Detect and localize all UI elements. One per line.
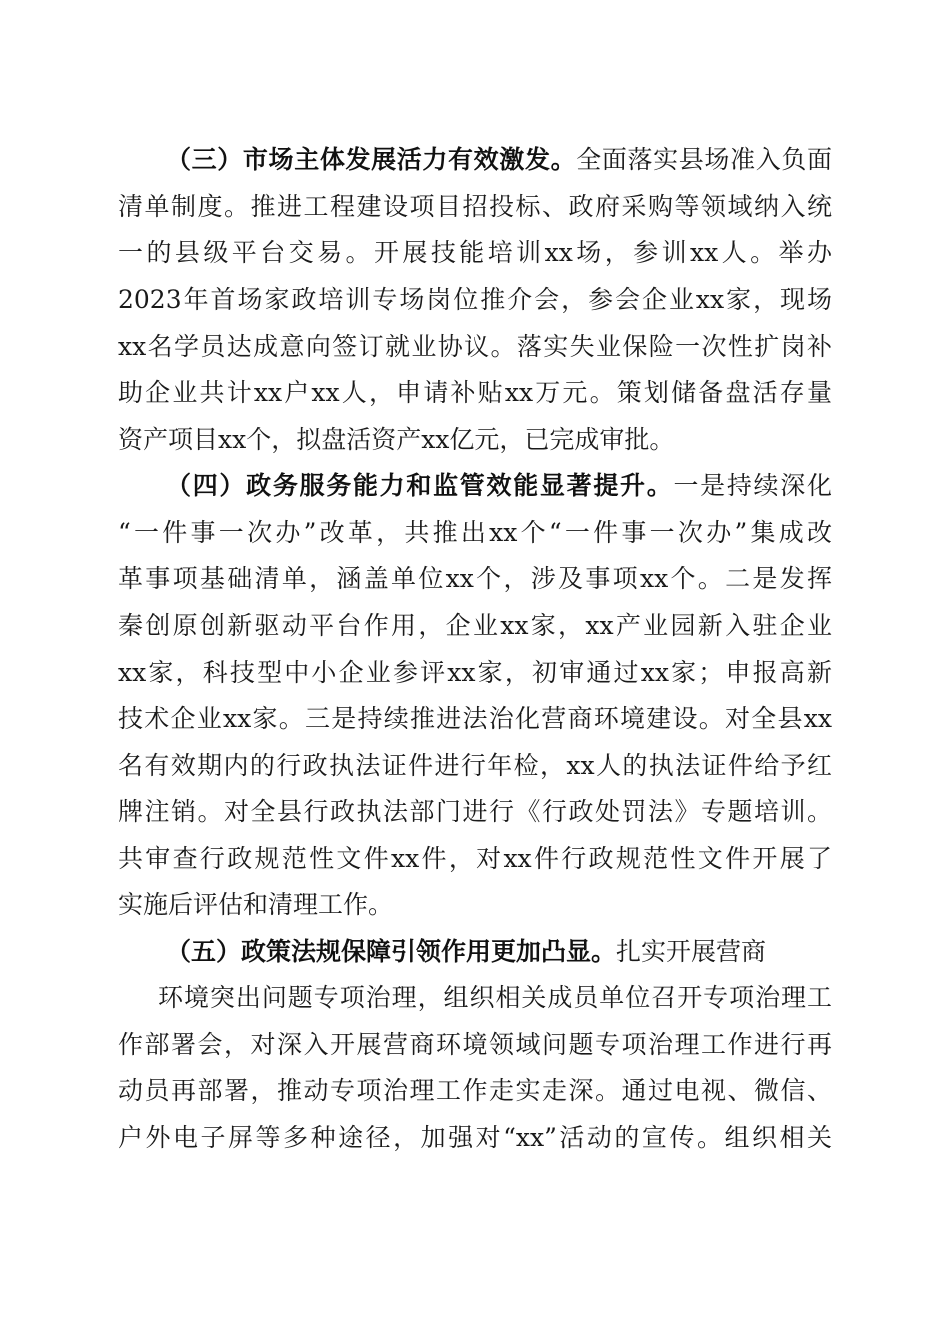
paragraph-4-line-6: 技术企业xx家。三是持续推进法治化营商环境建设。对全县xx [118, 704, 832, 733]
paragraph-4-line-10: 实施后评估和清理工作。 [118, 890, 394, 919]
paragraph-4-line-4: 秦创原创新驱动平台作用，企业xx家，xx产业园新入驻企业 [118, 611, 832, 640]
paragraph-4-text: 一是持续深化 [673, 471, 832, 500]
paragraph-4-line-1 [166, 469, 832, 503]
paragraph-4-line-8: 牌注销。对全县行政执法部门进行《行政处罚法》专题培训。 [118, 797, 832, 826]
paragraph-5-heading: （五）政策法规保障引领作用更加凸显。 [166, 937, 617, 966]
paragraph-5-text: 扎实开展营商 [616, 937, 767, 966]
paragraph-4-line-7: 名有效期内的行政执法证件进行年检，xx人的执法证件给予红 [118, 751, 832, 780]
paragraph-3-line-3: 一的县级平台交易。开展技能培训xx场，参训xx人。举办 [118, 238, 832, 267]
paragraph-3-line-1 [166, 143, 832, 177]
paragraph-3-line-5: xx名学员达成意向签订就业协议。落实失业保险一次性扩岗补 [118, 332, 832, 361]
paragraph-5-line-5: 户外电子屏等多种途径，加强对“xx”活动的宣传。组织相关 [118, 1123, 832, 1152]
paragraph-5-line-4: 动员再部署，推动专项治理工作走实走深。通过电视、微信、 [118, 1076, 832, 1105]
paragraph-5-line-3: 作部署会，对深入开展营商环境领域问题专项治理工作进行再 [118, 1030, 832, 1059]
paragraph-4-line-5: xx家，科技型中小企业参评xx家，初审通过xx家；申报高新 [118, 658, 832, 687]
paragraph-3-line-6: 助企业共计xx户xx人，申请补贴xx万元。策划储备盘活存量 [118, 378, 832, 407]
paragraph-3-line-7: 资产项目xx个，拟盘活资产xx亿元，已完成审批。 [118, 425, 675, 454]
paragraph-4-heading: （四）政务服务能力和监管效能显著提升。 [166, 471, 674, 500]
paragraph-4-line-2: “一件事一次办”改革，共推出xx个“一件事一次办”集成改 [118, 518, 832, 547]
paragraph-4-line-3: 革事项基础清单，涵盖单位xx个，涉及事项xx个。二是发挥 [118, 564, 832, 593]
paragraph-3-line-4: 2023年首场家政培训专场岗位推介会，参会企业xx家，现场 [118, 285, 832, 314]
paragraph-3-text: 全面落实县场准入负面 [576, 145, 832, 174]
paragraph-5-line-2: 环境突出问题专项治理，组织相关成员单位召开专项治理工 [158, 983, 832, 1012]
paragraph-5-line-1 [166, 935, 832, 969]
paragraph-3-line-2: 清单制度。推进工程建设项目招投标、政府采购等领域纳入统 [118, 192, 832, 221]
paragraph-4-line-9: 共审查行政规范性文件xx件，对xx件行政规范性文件开展了 [118, 844, 832, 873]
paragraph-3-heading: （三）市场主体发展活力有效激发。 [166, 145, 577, 174]
